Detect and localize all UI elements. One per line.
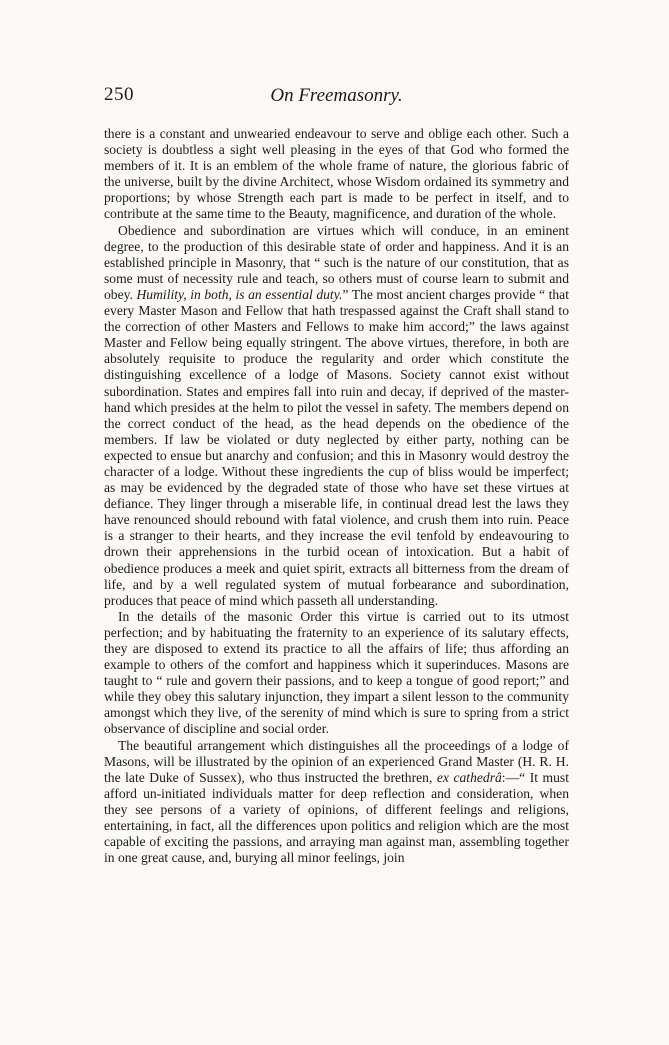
- italic-text: Humility, in both, is an essential duty.: [136, 286, 343, 302]
- page-header: [104, 84, 569, 110]
- paragraph: [104, 609, 569, 738]
- italic-text: ex cathedrâ: [436, 769, 502, 785]
- text-run: The beautiful arrangement which distinguishes all the proceedings of a lodge of Masons, will be illustrated by the opinion of an experienced Grand Master (H. R. H. the late Duke of Sussex), who thus instructed the brethren,: [104, 737, 569, 785]
- paragraph: [104, 126, 569, 223]
- text-run: In the details of the masonic Order this virtue is carried out to its utmost perfection; and by habituating the fraternity to an experience of its salutary effects, they are disposed to extend its practice to all the affairs of life; thus affording an example to others of the comfort and happiness which it superinduces. Masons are taught to “ rule and govern their passions, and to keep a tongue of good report;” and while they obey this salutary injunction, they impart a silent lesson to the community amongst which they live, of the serenity of mind which is sure to spring from a strict observance of discipline and social order.: [104, 608, 569, 737]
- text-run: Obedience and subordination are virtues which will conduce, in an eminent degree, to the production of this desirable state of order and happiness. And it is an established principle in Masonry, that “ such is the nature of our constitution, that as some must of necessity rule and teach, so others must of course learn to submit and obey.: [104, 222, 569, 302]
- running-title: On Freemasonry.: [270, 85, 403, 106]
- text-run: :—“ It must afford un-initiated individuals matter for deep reflection and consideration, when they see persons of a variety of opinions, of different feelings and religions, entertaining, in fact, all the differences upon politics and religion which are the most capable of exciting the passions, and arraying man against man, assembling together in one great cause, and, burying all minor feelings, join: [104, 769, 569, 866]
- text-run: ” The most ancient charges provide “ that every Master Mason and Fellow that hath trespassed against the Craft shall stand to the correction of other Masters and Fellows to make him accord;” the laws against Master and Fellow being equally stringent. The above virtues, therefore, in both are absolutely requisite to produce the regularity and order which constitute the distinguishing excellence of a lodge of Masons. Society cannot exist without subordination. States and empires fall into ruin and decay, if deprived of the master-hand which presides at the helm to pilot the vessel in safety. The members depend on the correct conduct of the head, as the head depends on the obedience of the members. If law be violated or duty neglected by either party, nothing can be expected to ensue but anarchy and confusion; and this in Masonry would destroy the character of a lodge. Without these ingredients the cup of bliss would be imperfect; as may be evidenced by the degraded state of those who have set these virtues at defiance. They linger through a miserable life, in continual dread lest the laws they have renounced should rebound with fatal violence, and crush them into ruin. Peace is a stranger to their hearts, and they increase the evil tenfold by endeavouring to drown their apprehensions in the turbid ocean of intoxication. But a habit of obedience produces a meek and quiet spirit, extracts all bitterness from the dream of life, and by a well regulated system of mutual forbearance and subordination, produces that peace of mind which passeth all understanding.: [104, 286, 569, 608]
- body-text: [104, 126, 569, 866]
- paragraph: [104, 738, 569, 867]
- text-run: there is a constant and unwearied endeavour to serve and oblige each other. Such a society is doubtless a sight well pleasing in the eyes of that God who formed the members of it. It is an emblem of the whole frame of nature, the glorious fabric of the universe, built by the divine Architect, whose Wisdom ordained its symmetry and proportions; by whose Strength each part is made to be perfect in itself, and to contribute at the same time to the Beauty, magnificence, and duration of the whole.: [104, 126, 569, 222]
- paragraph: [104, 223, 569, 609]
- page-number: 250: [104, 84, 134, 105]
